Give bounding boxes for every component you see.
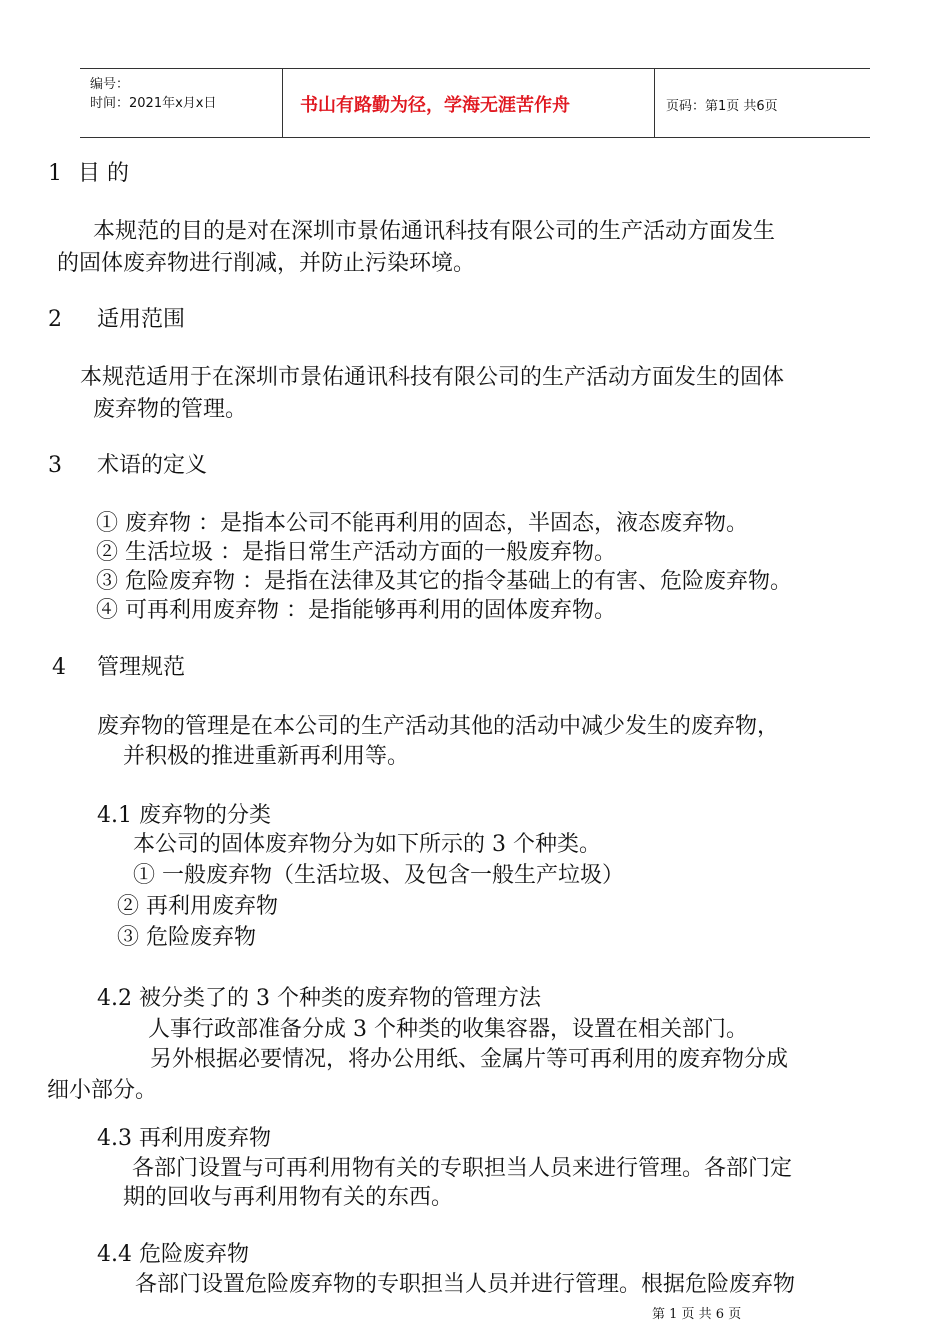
header-divider [282, 69, 283, 137]
subsection-4-1-paragraph: 本公司的固体废弃物分为如下所示的 3 个种类。 [133, 832, 601, 857]
section-3-title: 术语的定义 [97, 453, 208, 478]
subsection-4-2-paragraph: 另外根据必要情况，将办公用纸、金属片等可再利用的废弃物分成 [150, 1047, 789, 1072]
section-2-paragraph: 本规范适用于在深圳市景佑通讯科技有限公司的生产活动方面发生的固体 [80, 365, 785, 390]
header-motto: 书山有路勤为径，学海无涯苦作舟 [300, 95, 570, 116]
date-label: 时间：2021年x月x日 [90, 96, 217, 111]
section-4-title: 管理规范 [97, 655, 186, 680]
definition-item: ③ 危险废弃物 ：是指在法律及其它的指令基础上的有害、危险废弃物。 [96, 569, 792, 594]
section-2-title: 适用范围 [97, 307, 186, 332]
number-label: 编号： [90, 77, 130, 92]
page-footer: 第 1 页 共 6 页 [652, 1307, 742, 1322]
header-meta [90, 75, 216, 113]
section-1-paragraph-cont: 的固体废弃物进行削减，并防止污染环境。 [57, 251, 476, 276]
subsection-4-3-title: 4.3 再利用废弃物 [97, 1126, 271, 1151]
subsection-4-2-title: 4.2 被分类了的 3 个种类的废弃物的管理方法 [97, 986, 541, 1011]
header-divider [654, 69, 655, 137]
subsection-4-1-title: 4.1 废弃物的分类 [97, 803, 271, 828]
definition-item: ④ 可再利用废弃物 ：是指能够再利用的固体废弃物。 [96, 598, 616, 623]
section-2-number: 2 [48, 307, 62, 332]
section-4-paragraph: 废弃物的管理是在本公司的生产活动其他的活动中减少发生的废弃物， [97, 714, 780, 739]
subsection-4-4-paragraph: 各部门设置危险废弃物的专职担当人员并进行管理。根据危险废弃物 [135, 1272, 796, 1297]
subsection-4-2-paragraph-cont: 细小部分。 [47, 1078, 158, 1103]
section-2-paragraph-cont: 废弃物的管理。 [93, 397, 248, 422]
subsection-4-2-paragraph: 人事行政部准备分成 3 个种类的收集容器，设置在相关部门。 [148, 1017, 748, 1042]
document-header [80, 68, 870, 138]
category-item: ① 一般废弃物（生活垃圾、及包含一般生产垃圾） [133, 863, 624, 888]
category-item: ② 再利用废弃物 [117, 894, 278, 919]
category-item: ③ 危险废弃物 [117, 925, 256, 950]
section-4-paragraph-cont: 并积极的推进重新再利用等。 [123, 744, 410, 769]
section-1-number: 1 [48, 161, 62, 186]
subsection-4-3-paragraph-cont: 期的回收与再利用物有关的东西。 [123, 1185, 454, 1210]
section-3-number: 3 [48, 453, 62, 478]
definition-item: ② 生活垃圾 ：是指日常生产活动方面的一般废弃物。 [96, 540, 616, 565]
header-page-info: 页码：第1页 共6页 [666, 99, 778, 114]
subsection-4-3-paragraph: 各部门设置与可再利用物有关的专职担当人员来进行管理。各部门定 [132, 1156, 793, 1181]
subsection-4-4-title: 4.4 危险废弃物 [97, 1242, 249, 1267]
definition-item: ① 废弃物 ：是指本公司不能再利用的固态，半固态，液态废弃物。 [96, 511, 748, 536]
section-1-title: 目 的 [78, 161, 129, 186]
section-1-paragraph: 本规范的目的是对在深圳市景佑通讯科技有限公司的生产活动方面发生 [93, 219, 776, 244]
section-4-number: 4 [52, 655, 66, 680]
